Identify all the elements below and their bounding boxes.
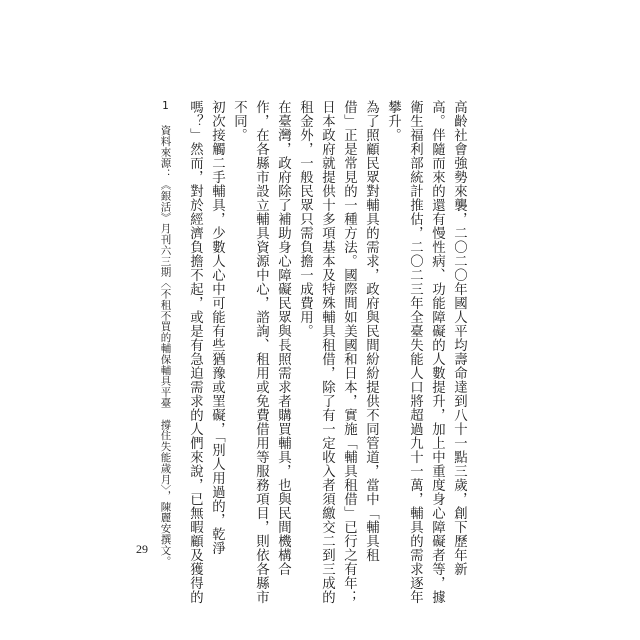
body-column-5: 為了照顧民眾對輔具的需求，政府與民間紛紛提供不同管道，當中「輔具租 (363, 100, 379, 562)
body-column-7: 日本政府就提供十多項基本及特殊輔具租借，除了有一定收入者須繳交二到三成的 (319, 100, 335, 604)
body-column-4: 攀升。 (385, 100, 401, 142)
body-column-10: 作，在各縣市設立輔具資源中心，諮詢、租用或免費借用等服務項目，則依各縣市 (253, 100, 269, 604)
body-column-3: 衛生福利部統計推估，二〇二三年全臺失能人口將超過九十一萬，輔具的需求逐年 (407, 100, 423, 604)
body-column-2: 高。伴隨而來的還有慢性病、功能障礙的人數提升，加上中重度身心障礙者等，據 (429, 100, 445, 604)
page-number: 29 (136, 542, 148, 556)
body-column-1: 高齡社會強勢來襲，二〇二〇年國人平均壽命達到八十一點三歲，創下歷年新 (451, 100, 467, 576)
body-column-11: 不同。 (231, 100, 247, 142)
body-column-13: 嗎？」然而，對於經濟負擔不起，或是有急迫需求的人們來說，已無暇顧及獲得的 (187, 100, 203, 604)
body-column-8: 租金外，一般民眾只需負擔一成費用。 (297, 100, 313, 338)
body-column-6: 借」正是常見的一種方法。國際間如美國和日本，實施「輔具租借」已行之有年； (341, 100, 357, 604)
body-column-9: 在臺灣，政府除了補助身心障礙民眾與長照需求者購買輔具，也與民間機構合 (275, 100, 291, 576)
body-column-12: 初次接觸二手輔具，少數人心中可能有些猶豫或罣礙，「別人用過的，乾淨 (209, 100, 225, 556)
footnote: 1 資料來源：《銀活》月刊六三期〈不租不買的輔保輔具平臺 撐住失能歲月〉，陳麗安撰文。 (159, 100, 172, 567)
